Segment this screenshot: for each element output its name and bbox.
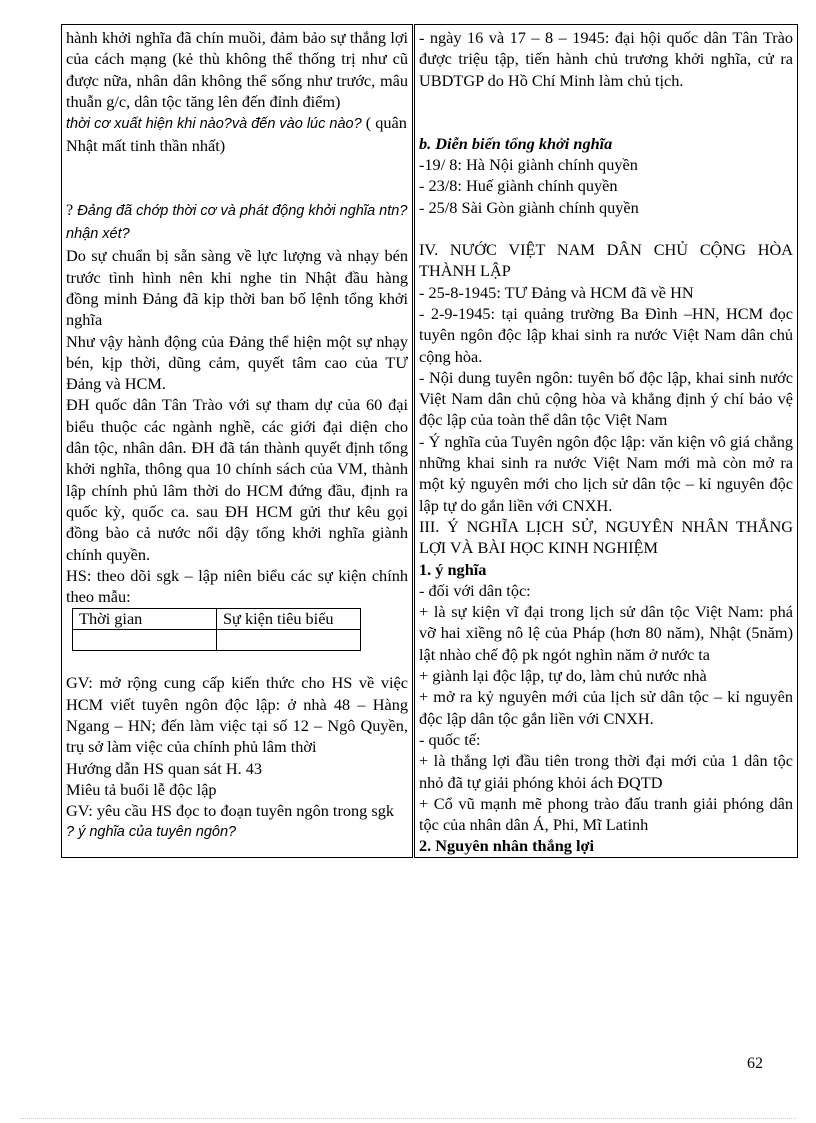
list-item: - 23/8: Huế giành chính quyền [419,176,618,196]
table-row [73,630,361,651]
question-prefix: ? [66,199,78,219]
table-cell [217,630,361,651]
paragraph: Miêu tả buổi lễ độc lập [66,779,217,799]
list-item: - Nội dung tuyên ngôn: tuyên bố độc lập, khai sinh nước Việt Nam dân chủ cộng hòa và khẳng định ý chí bảo vệ độc lập của toàn thể dân tộc Việt Nam [419,367,793,430]
paragraph: - ngày 16 và 17 – 8 – 1945: đại hội quốc dân Tân Trào được triệu tập, tiến hành chủ trương khởi nghĩa, cử ra UBDTGP do Hồ Chí Minh làm chủ tịch. [419,28,793,90]
list-item: - quốc tế: [419,729,481,749]
lesson-table [61,24,798,858]
list-item: + giành lại độc lập, tự do, làm chủ nước nhà [419,666,707,686]
table-header-row [73,609,361,630]
page-edge-divider [20,1118,796,1119]
list-item: - Ý nghĩa của Tuyên ngôn độc lập: văn kiện vô giá chẳng những khai sinh ra nước Việt Nam mới mà còn mở ra một kỷ nguyên mới cho lịch sử dân tộc – kỉ nguyên độc lập tự do gắn liền với CNXH. [419,431,793,515]
list-item: + là sự kiện vĩ đại trong lịch sử dân tộc Việt Nam: phá vỡ hai xiềng nô lệ của Pháp (hơn 80 năm), Nhật (5năm) lật nhào chế độ pk ngót nghìn năm ở nước ta [419,602,793,664]
spacer [419,91,793,133]
teacher-activity-column [62,25,414,858]
spacer [66,157,408,199]
paragraph: Như vậy hành động của Đảng thể hiện một sự nhạy bén, kịp thời, dũng cảm, quyết tâm cao của TƯ Đảng và HCM. [66,331,408,394]
list-item: - 25-8-1945: TƯ Đảng và HCM đã về HN [419,282,694,302]
list-item: - 25/8 Sài Gòn giành chính quyền [419,197,639,217]
timeline-template-table [72,608,361,651]
paragraph: ĐH quốc dân Tân Trào với sự tham dự của 60 đại biểu thuộc các ngành nghề, các giới đại diện cho dân tộc, nhân dân. ĐH đã tán thành quyết định tổng khởi nghĩa, thông qua 10 chính sách của VM, thành lập chính phủ lâm thời do HCM đứng đầu, định ra quốc kỳ, quốc ca. sau ĐH HCM gửi thư kêu gọi đồng bào cả nước nổi dậy tổng khởi nghĩa giành chính quyền. [66,395,408,564]
question-text: ? ý nghĩa của tuyên ngôn? [66,823,237,840]
content-column [414,25,798,858]
list-item: + mở ra kỷ nguyên mới của lịch sử dân tộc – kỉ nguyên độc lập dân tộc gắn liền với CNXH. [419,687,793,728]
paragraph: hành khởi nghĩa đã chín muồi, đảm bảo sự thắng lợi của cách mạng (kẻ thù không thể thống trị như cũ được nữa, nhân dân không thể sống như trước, mâu thuẫn g/c, dân tộc tăng lên đến đỉnh điểm) [66,28,408,111]
paragraph: GV: yêu cầu HS đọc to đoạn tuyên ngôn trong sgk [66,801,394,821]
question-text: thời cơ xuất hiện khi nào?và đến vào lúc nào? [66,116,362,133]
list-item: - đối với dân tộc: [419,580,531,600]
paragraph: HS: theo dõi sgk – lập niên biểu các sự kiện chính theo mẫu: [66,565,408,607]
table-row [62,25,798,858]
list-item: - 2-9-1945: tại quảng trường Ba Đình –HN, HCM đọc tuyên ngôn độc lập khai sinh ra nước Việt Nam dân chủ cộng hòa. [419,303,793,366]
subsection-heading: 1. ý nghĩa [419,559,487,579]
spacer [66,651,408,672]
spacer [419,218,793,239]
section-heading: IV. NƯỚC VIỆT NAM DÂN CHỦ CỘNG HÒA THÀNH LẬP [419,240,793,281]
column-header-time: Thời gian [73,609,217,630]
paragraph: GV: mở rộng cung cấp kiến thức cho HS về việc HCM viết tuyên ngôn độc lập: ở nhà 48 – Hàng Ngang – HN; đến làm việc tại số 12 – Ngô Quyền, trụ sở làm việc của chính phủ lâm thời [66,673,408,757]
table-cell [73,630,217,651]
page-number: 62 [747,1055,763,1072]
list-item: -19/ 8: Hà Nội giành chính quyền [419,155,638,175]
column-header-event: Sự kiện tiêu biểu [217,609,361,630]
question-text: Đảng đã chớp thời cơ và phát động khởi nghĩa ntn?nhận xét? [66,202,408,243]
paragraph: Do sự chuẩn bị sẵn sàng về lực lượng và nhạy bén trước tình hình nên khi nghe tin Nhật đầu hàng đồng minh Đảng đã kịp thời ban bố lệnh tổng khởi nghĩa [66,246,408,330]
subsection-heading: 2. Nguyên nhân thắng lợi [419,836,595,856]
question [66,199,408,246]
list-item: + Cổ vũ mạnh mẽ phong trào đấu tranh giải phóng dân tộc của nhân dân Á, Phi, Mĩ Latinh [419,793,793,835]
question [66,112,408,157]
section-heading: III. Ý NGHĨA LỊCH SỬ, NGUYÊN NHÂN THẮNG LỢI VÀ BÀI HỌC KINH NGHIỆM [419,516,793,558]
section-heading: b. Diễn biến tổng khởi nghĩa [419,133,613,153]
question-answer: ( quân Nhật mất tinh thần nhất) [66,113,407,156]
paragraph: Hướng dẫn HS quan sát H. 43 [66,758,263,778]
list-item: + là thắng lợi đầu tiên trong thời đại mới của 1 dân tộc nhỏ đã tự giải phóng khỏi ách ĐQTD [419,751,793,792]
